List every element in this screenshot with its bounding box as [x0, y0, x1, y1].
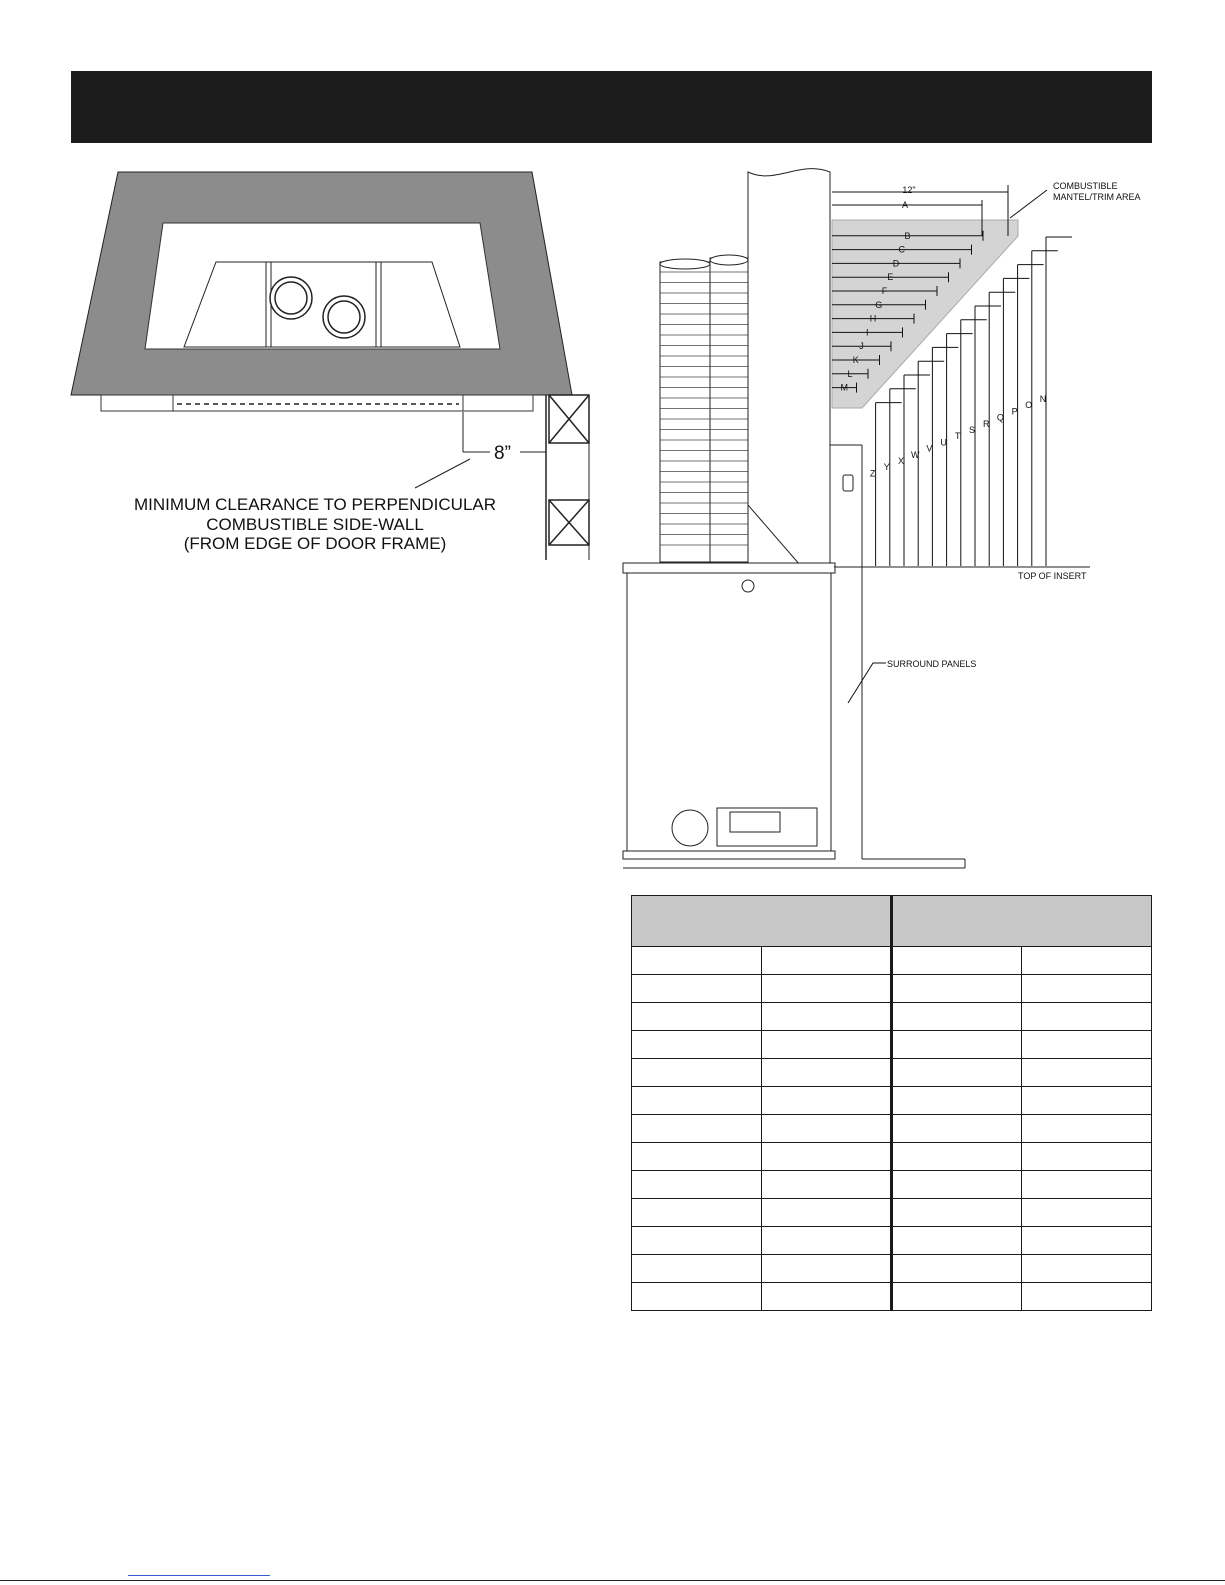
- table-cell: [892, 1031, 1022, 1059]
- table-cell: [1022, 1059, 1152, 1087]
- table-cell: [892, 1255, 1022, 1283]
- table-cell: [632, 1031, 762, 1059]
- table-cell: [632, 1283, 762, 1311]
- table-cell: [762, 1059, 892, 1087]
- table-row: [632, 1171, 1152, 1199]
- dim-label-o: O: [1025, 400, 1033, 411]
- table-cell: [632, 1059, 762, 1087]
- table-header-right: [892, 896, 1152, 947]
- table-cell: [762, 1171, 892, 1199]
- footer-rule: [0, 1580, 1225, 1581]
- table-row: [632, 1031, 1152, 1059]
- table-cell: [1022, 1171, 1152, 1199]
- table-cell: [1022, 1255, 1152, 1283]
- depth-label: 12": [902, 185, 916, 195]
- table-cell: [762, 1143, 892, 1171]
- table-cell: [762, 1283, 892, 1311]
- table-cell: [892, 947, 1022, 975]
- table-cell: [892, 1143, 1022, 1171]
- top-of-insert-label: TOP OF INSERT: [1018, 571, 1087, 581]
- table-row: [632, 1255, 1152, 1283]
- table-cell: [1022, 975, 1152, 1003]
- table-cell: [892, 1199, 1022, 1227]
- table-cell: [632, 947, 762, 975]
- table-row: [632, 1227, 1152, 1255]
- table-cell: [1022, 1227, 1152, 1255]
- table-cell: [892, 1115, 1022, 1143]
- surround-panels-label: SURROUND PANELS: [887, 659, 977, 669]
- table-cell: [762, 1031, 892, 1059]
- dim-label-h: H: [869, 313, 877, 324]
- table-row: [632, 1003, 1152, 1031]
- dim-label-s: S: [968, 425, 976, 435]
- table-cell: [1022, 1031, 1152, 1059]
- table-row: [632, 1115, 1152, 1143]
- clearance-table: [631, 895, 1152, 1311]
- caption-line-3: (FROM EDGE OF DOOR FRAME): [183, 534, 447, 553]
- caption-line-1: MINIMUM CLEARANCE TO PERPENDICULAR: [133, 495, 497, 514]
- table-cell: [892, 1171, 1022, 1199]
- table-cell: [632, 1255, 762, 1283]
- table-cell: [762, 1115, 892, 1143]
- dim-label-r: R: [982, 418, 990, 429]
- footer-link[interactable]: [128, 1575, 270, 1576]
- table-row: [632, 1087, 1152, 1115]
- dim-label-m: M: [840, 382, 848, 393]
- table-cell: [1022, 947, 1152, 975]
- dim-label-g: G: [875, 299, 883, 310]
- dim-label-v: V: [926, 443, 933, 454]
- dim-label-e: E: [887, 272, 894, 283]
- table-cell: [632, 1087, 762, 1115]
- table-cell: [632, 1171, 762, 1199]
- table-cell: [1022, 1115, 1152, 1143]
- dim-label-t: T: [955, 431, 961, 442]
- dim-label-i: I: [865, 327, 869, 338]
- table-row: [632, 947, 1152, 975]
- table-cell: [1022, 1283, 1152, 1311]
- dim-label-x: X: [897, 456, 905, 466]
- table-cell: [762, 1199, 892, 1227]
- table-row: [632, 1283, 1152, 1311]
- table-cell: [762, 947, 892, 975]
- table-cell: [1022, 1143, 1152, 1171]
- dim-label-z: Z: [869, 468, 876, 479]
- table-cell: [892, 1227, 1022, 1255]
- table-cell: [1022, 1003, 1152, 1031]
- table-cell: [762, 975, 892, 1003]
- table-cell: [632, 1199, 762, 1227]
- dim-label-w: W: [910, 449, 920, 460]
- table-cell: [892, 975, 1022, 1003]
- table-cell: [892, 1087, 1022, 1115]
- table-cell: [1022, 1199, 1152, 1227]
- dim-label-a: A: [901, 200, 909, 210]
- table-cell: [632, 1227, 762, 1255]
- table-cell: [892, 1059, 1022, 1087]
- dim-label-d: D: [892, 258, 900, 269]
- table-row: [632, 1199, 1152, 1227]
- table-row: [632, 1059, 1152, 1087]
- table-cell: [632, 1003, 762, 1031]
- dim-label-k: K: [852, 355, 859, 365]
- table-cell: [892, 1003, 1022, 1031]
- dim-label-f: F: [881, 286, 888, 296]
- dim-label-q: Q: [996, 412, 1004, 423]
- dim-label-n: N: [1039, 394, 1047, 404]
- dim-label-p: P: [1011, 406, 1018, 417]
- dim-label-j: J: [859, 341, 864, 352]
- dim-label-l: L: [847, 368, 853, 379]
- table-cell: [632, 1115, 762, 1143]
- table-row: [632, 975, 1152, 1003]
- table-cell: [762, 1087, 892, 1115]
- dim-label-c: C: [898, 244, 905, 255]
- clearance-dimension: 8”: [494, 443, 511, 464]
- caption-line-2: COMBUSTIBLE SIDE-WALL: [206, 514, 424, 534]
- table-cell: [762, 1255, 892, 1283]
- table-header-left: [632, 896, 892, 947]
- table-cell: [892, 1283, 1022, 1311]
- dim-label-u: U: [940, 437, 947, 448]
- dim-label-y: Y: [883, 462, 890, 473]
- table-cell: [1022, 1087, 1152, 1115]
- table-cell: [632, 975, 762, 1003]
- dim-label-b: B: [904, 230, 911, 241]
- table-row: [632, 1143, 1152, 1171]
- table-cell: [762, 1227, 892, 1255]
- table-cell: [632, 1143, 762, 1171]
- table-cell: [762, 1003, 892, 1031]
- area-label-2: MANTEL/TRIM AREA: [1053, 192, 1141, 202]
- area-label-1: COMBUSTIBLE: [1053, 181, 1118, 191]
